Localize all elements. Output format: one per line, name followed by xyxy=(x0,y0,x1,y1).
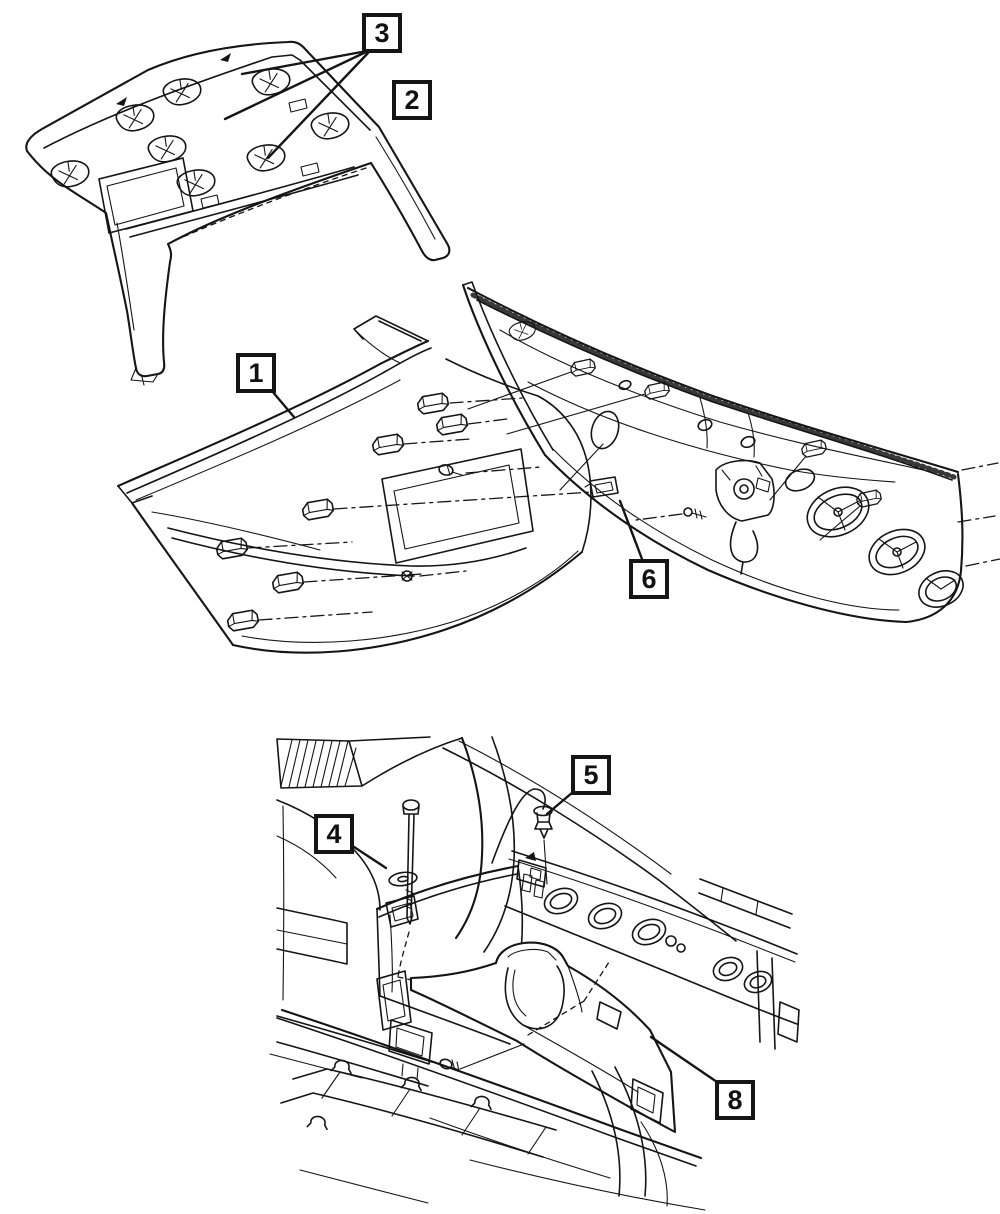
liftgate-inner-panel-drawing xyxy=(463,282,1000,622)
callout-6-label: 6 xyxy=(641,563,657,594)
callout-4[interactable] xyxy=(314,814,354,854)
callout-8-label: 8 xyxy=(727,1084,743,1115)
screw-drawing xyxy=(388,800,431,984)
header-trim-panel-drawing xyxy=(26,42,449,385)
callout-5[interactable] xyxy=(571,755,611,795)
liftgate-trim-panel-drawing xyxy=(118,316,592,653)
callout-8[interactable] xyxy=(715,1080,755,1120)
trim-panel-clips xyxy=(216,393,468,632)
lower-screw-drawing xyxy=(439,1044,524,1071)
callout-1-label: 1 xyxy=(248,357,264,388)
callout-2[interactable] xyxy=(392,80,432,120)
callout-3[interactable] xyxy=(362,13,402,53)
lamp-opening-2 xyxy=(862,521,932,583)
callout-5-label: 5 xyxy=(583,759,599,790)
latch-drawing xyxy=(684,461,774,574)
callout-2-label: 2 xyxy=(404,84,420,115)
callout-4-label: 4 xyxy=(326,818,342,849)
sill-panel-drawing xyxy=(377,943,675,1132)
inner-panel-clips xyxy=(507,318,882,508)
trim-panel-screws xyxy=(402,464,462,581)
cargo-area-drawing xyxy=(270,737,799,1210)
callout-1[interactable] xyxy=(236,353,276,393)
callout-3-label: 3 xyxy=(374,17,390,48)
lamp-opening-1 xyxy=(799,478,876,546)
callout-6[interactable] xyxy=(629,559,669,599)
